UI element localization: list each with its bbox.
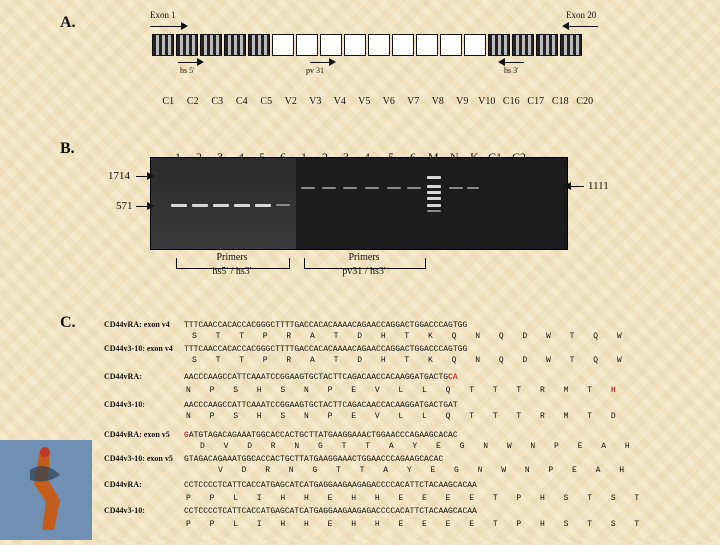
sequence-row: CD44v3-10: CCTCCCCTCATTCACCATGAGCATCATGAGGAAGAAGAGACCCCACATTCTACAAGCACAA <box>104 506 477 516</box>
exon-box <box>176 34 198 56</box>
gel-band <box>449 187 463 189</box>
exon-name: C3 <box>211 96 224 107</box>
ladder-band <box>427 191 441 194</box>
amino-acid-row: S T T P R A T D H T K Q N Q D W T Q W <box>192 356 629 365</box>
ladder-band <box>427 204 441 207</box>
gel-band <box>301 187 315 189</box>
exon-name: C2 <box>186 96 199 107</box>
exon-diagram <box>152 34 584 56</box>
size-arrow-571 <box>136 206 152 207</box>
exon-box <box>512 34 534 56</box>
exon1-label: Exon 1 <box>150 10 176 20</box>
ladder-band <box>427 210 441 212</box>
exon-box <box>296 34 318 56</box>
exon-name: V10 <box>478 96 496 107</box>
hs5-primer-arrow <box>178 62 202 63</box>
primer-title-2: Primers <box>348 252 380 263</box>
exon20-arrow <box>564 26 598 27</box>
pv31-primer-label: pv 31 <box>306 66 324 75</box>
gel-band <box>171 204 187 207</box>
amino-acid-row: P P L I H H E H H E E E E T P H S T S T <box>186 520 647 529</box>
hs3-primer-label: hs 3' <box>504 66 519 75</box>
logo-graphic <box>0 440 92 540</box>
exon-name: C17 <box>527 96 545 107</box>
exon-box <box>488 34 510 56</box>
agarose-gel-image <box>150 157 568 250</box>
ladder-band <box>427 197 441 200</box>
exon-box <box>152 34 174 56</box>
size-label-1111: 1111 <box>588 180 609 192</box>
exon-box <box>392 34 414 56</box>
size-label-1714: 1714 <box>108 170 130 182</box>
exon-name: V7 <box>407 96 420 107</box>
sequence-row: CD44v3-10: exon v5 GTAGACAGAAATGGCACCACTGCTTATGAAGGAAACTGGAACCCAGAAGCACAC <box>104 454 444 464</box>
exon-box <box>320 34 342 56</box>
size-label-571: 571 <box>116 200 133 212</box>
hs5-primer-label: hs 5' <box>180 66 195 75</box>
gel-band <box>234 204 250 207</box>
exon-box <box>536 34 558 56</box>
amino-acid-row: D V D R N G T T A Y E G N W N P E A H <box>200 442 637 451</box>
gel-band <box>343 187 357 189</box>
exon-name: V8 <box>431 96 444 107</box>
exon-name: V2 <box>284 96 297 107</box>
panel-b-label: B. <box>60 140 75 157</box>
gel-band <box>213 204 229 207</box>
amino-acid-row: N P S H S N P E V L L Q T T T R M T D <box>186 412 623 421</box>
exon-box <box>416 34 438 56</box>
sequence-row: CD44vRA: exon v5 GATGTAGACAGAAATGGCACCACTGCTTATGAAGGAAACTGGAACCCAGAAGCACAC <box>104 430 458 440</box>
primer-pair-1: hs5' / hs3' <box>212 266 252 277</box>
primer-title-1: Primers <box>216 252 248 263</box>
gel-band <box>255 204 271 207</box>
exon-box <box>248 34 270 56</box>
gel-band <box>467 187 479 189</box>
sequence-row: CD44v3-10: exon v4 TTTCAACCACACCACGGGCTTTTGACCACACAAAACAGAACCAGGACTGGACCCAGTGG <box>104 344 468 354</box>
sequence-row: CD44v3-10: AACCCAAGCCATTCAAATCCGGAAGTGCTACTTCAGACAACCACAAGGATGACTGAT <box>104 400 458 410</box>
exon-box <box>560 34 582 56</box>
hs3-primer-arrow <box>500 62 524 63</box>
exon-box <box>440 34 462 56</box>
exon-box <box>344 34 366 56</box>
exon-name: C20 <box>576 96 594 107</box>
exon-name: V5 <box>358 96 371 107</box>
exon-name: V9 <box>456 96 469 107</box>
exon-box <box>464 34 486 56</box>
sequence-row: CD44vRA: CCTCCCCTCATTCACCATGAGCATCATGAGGAAGAAGAGACCCCACATTCTACAAGCACAA <box>104 480 477 490</box>
exon-box <box>368 34 390 56</box>
exon-name: C18 <box>551 96 569 107</box>
sequence-row: CD44vRA: AACCCAAGCCATTCAAATCCGGAAGTGCTACTTCAGACAACCACAAGGATGACTGCA <box>104 372 458 382</box>
gel-band <box>387 187 401 189</box>
exon-name: C1 <box>162 96 175 107</box>
size-arrow-1714 <box>136 176 152 177</box>
size-arrow-1111 <box>566 186 584 187</box>
exon-box <box>272 34 294 56</box>
exon-box <box>224 34 246 56</box>
amino-acid-row: N P S H S N P E V L L Q T T T R M T H <box>186 386 623 395</box>
gel-band <box>407 187 421 189</box>
amino-acid-row: P P L I H H E H H E E E E T P H S T S T <box>186 494 647 503</box>
exon-name: V4 <box>333 96 346 107</box>
exon1-arrow <box>150 26 186 27</box>
gel-band <box>365 187 379 189</box>
exon-name: C16 <box>502 96 520 107</box>
pv31-primer-arrow <box>310 62 334 63</box>
exon-name: V6 <box>382 96 395 107</box>
gel-band <box>276 204 290 206</box>
ladder-band <box>427 185 441 188</box>
exon-name: C5 <box>260 96 273 107</box>
gel-band <box>192 204 208 207</box>
exon-box <box>200 34 222 56</box>
exon20-label: Exon 20 <box>566 10 597 20</box>
amino-acid-row: V D R N G T T A Y E G N W N P E A H <box>218 466 632 475</box>
panel-c-label: C. <box>60 314 76 331</box>
amino-acid-row: S T T P R A T D H T K Q N Q D W T Q W <box>192 332 629 341</box>
exon-name: V3 <box>309 96 322 107</box>
sequence-row: CD44vRA: exon v4 TTTCAACCACACCACGGGCTTTTGACCACACAAAACAGAACCAGGACTGGACCCAGTGG <box>104 320 468 330</box>
ladder-band <box>427 176 441 179</box>
exon-name-row <box>156 96 597 107</box>
primer-pair-2: pv31 / hs3' <box>342 266 386 277</box>
exon-name: C4 <box>235 96 248 107</box>
panel-a-label: A. <box>60 14 76 31</box>
gel-band <box>322 187 336 189</box>
